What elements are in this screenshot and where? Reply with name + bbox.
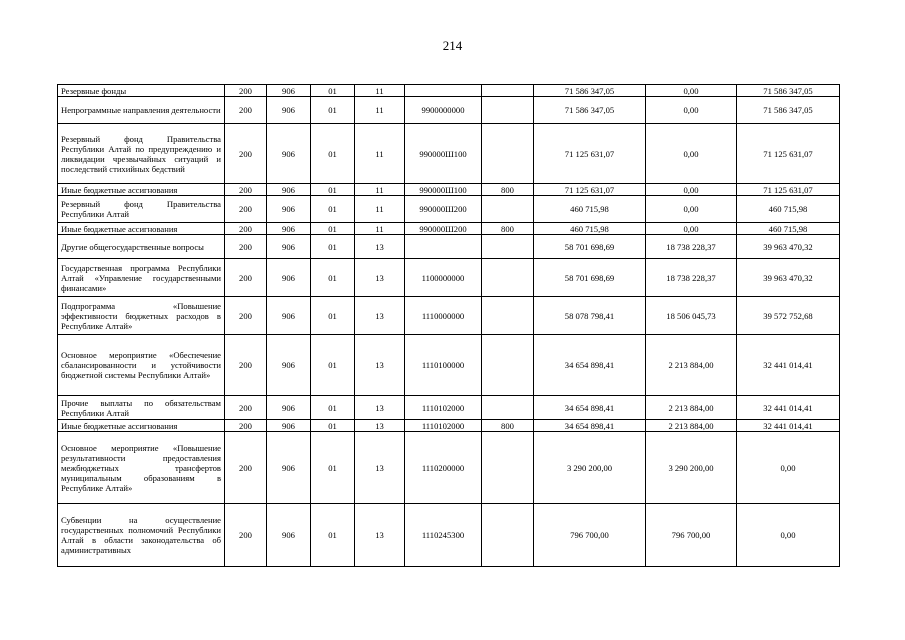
row-amount-2: 0,00 [646,223,737,235]
table-row [58,504,840,567]
row-subsection-code: 13 [355,259,405,297]
row-name: Государственная программа Республики Алтай «Управление государственными финансами» [58,259,225,297]
row-section-code: 01 [311,223,355,235]
row-grbs-code: 906 [267,396,311,420]
row-expense-type [482,235,534,259]
row-grbs-code: 906 [267,259,311,297]
row-grbs-code: 906 [267,432,311,504]
row-target-article: 1110102000 [405,396,482,420]
table-row [58,124,840,184]
row-amount-2: 2 213 884,00 [646,335,737,396]
row-amount-3: 39 963 470,32 [737,259,840,297]
row-ved-code: 200 [225,196,267,223]
row-grbs-code: 906 [267,223,311,235]
row-amount-1: 34 654 898,41 [534,420,646,432]
row-subsection-code: 11 [355,97,405,124]
row-section-code: 01 [311,504,355,567]
row-amount-1: 58 701 698,69 [534,259,646,297]
row-section-code: 01 [311,420,355,432]
budget-table [57,84,840,567]
row-name: Иные бюджетные ассигнования [58,223,225,235]
table-row [58,223,840,235]
row-grbs-code: 906 [267,235,311,259]
row-amount-3: 32 441 014,41 [737,420,840,432]
row-subsection-code: 13 [355,432,405,504]
row-amount-3: 0,00 [737,432,840,504]
row-amount-2: 0,00 [646,85,737,97]
row-amount-2: 0,00 [646,184,737,196]
row-grbs-code: 906 [267,85,311,97]
row-amount-3: 71 586 347,05 [737,85,840,97]
row-name: Иные бюджетные ассигнования [58,420,225,432]
row-grbs-code: 906 [267,97,311,124]
row-amount-2: 3 290 200,00 [646,432,737,504]
table-row [58,184,840,196]
row-amount-3: 32 441 014,41 [737,396,840,420]
row-name: Подпрограмма «Повышение эффективности бюджетных расходов в Республике Алтай» [58,297,225,335]
row-subsection-code: 11 [355,85,405,97]
row-name: Резервный фонд Правительства Республики Алтай [58,196,225,223]
row-subsection-code: 13 [355,297,405,335]
row-target-article: 1110000000 [405,297,482,335]
row-target-article: 990000Ш100 [405,184,482,196]
table-row [58,85,840,97]
row-name: Субвенции на осуществление государственных полномочий Республики Алтай в области законодательства об административных [58,504,225,567]
row-ved-code: 200 [225,504,267,567]
row-target-article: 1110100000 [405,335,482,396]
row-section-code: 01 [311,396,355,420]
row-grbs-code: 906 [267,504,311,567]
table-row [58,297,840,335]
row-amount-3: 71 125 631,07 [737,124,840,184]
row-amount-3: 39 963 470,32 [737,235,840,259]
row-name: Непрограммные направления деятельности [58,97,225,124]
row-target-article: 9900000000 [405,97,482,124]
row-ved-code: 200 [225,97,267,124]
row-amount-1: 71 586 347,05 [534,85,646,97]
row-expense-type [482,196,534,223]
row-expense-type [482,432,534,504]
row-subsection-code: 13 [355,235,405,259]
row-section-code: 01 [311,335,355,396]
row-ved-code: 200 [225,420,267,432]
row-expense-type [482,85,534,97]
row-expense-type [482,504,534,567]
row-target-article: 990000Ш200 [405,196,482,223]
table-row [58,259,840,297]
row-amount-2: 2 213 884,00 [646,420,737,432]
table-row [58,97,840,124]
row-amount-3: 71 125 631,07 [737,184,840,196]
table-row [58,335,840,396]
row-target-article: 1100000000 [405,259,482,297]
row-subsection-code: 13 [355,420,405,432]
row-target-article [405,235,482,259]
row-target-article: 1110200000 [405,432,482,504]
row-subsection-code: 11 [355,184,405,196]
row-grbs-code: 906 [267,196,311,223]
row-grbs-code: 906 [267,184,311,196]
row-name: Основное мероприятие «Обеспечение сбалансированности и устойчивости бюджетной системы Республики Алтай» [58,335,225,396]
row-amount-2: 0,00 [646,124,737,184]
row-amount-3: 39 572 752,68 [737,297,840,335]
row-section-code: 01 [311,297,355,335]
row-amount-2: 0,00 [646,97,737,124]
row-amount-1: 34 654 898,41 [534,396,646,420]
row-ved-code: 200 [225,335,267,396]
row-name: Резервные фонды [58,85,225,97]
row-expense-type [482,259,534,297]
row-target-article [405,85,482,97]
row-expense-type [482,335,534,396]
row-amount-1: 71 125 631,07 [534,184,646,196]
row-name: Другие общегосударственные вопросы [58,235,225,259]
row-grbs-code: 906 [267,335,311,396]
row-expense-type: 800 [482,420,534,432]
row-section-code: 01 [311,85,355,97]
row-ved-code: 200 [225,297,267,335]
row-subsection-code: 11 [355,124,405,184]
row-amount-1: 71 125 631,07 [534,124,646,184]
row-amount-3: 32 441 014,41 [737,335,840,396]
row-amount-1: 34 654 898,41 [534,335,646,396]
row-amount-1: 796 700,00 [534,504,646,567]
row-amount-3: 0,00 [737,504,840,567]
row-grbs-code: 906 [267,420,311,432]
row-expense-type [482,124,534,184]
row-target-article: 990000Ш100 [405,124,482,184]
row-ved-code: 200 [225,124,267,184]
row-expense-type: 800 [482,223,534,235]
row-expense-type [482,396,534,420]
row-amount-2: 796 700,00 [646,504,737,567]
row-expense-type [482,297,534,335]
row-expense-type: 800 [482,184,534,196]
page-number: 214 [442,38,463,53]
row-name: Прочие выплаты по обязательствам Республики Алтай [58,396,225,420]
row-ved-code: 200 [225,432,267,504]
row-amount-2: 0,00 [646,196,737,223]
row-subsection-code: 11 [355,196,405,223]
row-grbs-code: 906 [267,124,311,184]
row-ved-code: 200 [225,184,267,196]
row-amount-3: 460 715,98 [737,223,840,235]
row-target-article: 990000Ш200 [405,223,482,235]
row-subsection-code: 11 [355,223,405,235]
row-subsection-code: 13 [355,335,405,396]
row-amount-1: 58 701 698,69 [534,235,646,259]
row-ved-code: 200 [225,223,267,235]
row-amount-3: 460 715,98 [737,196,840,223]
row-subsection-code: 13 [355,396,405,420]
row-amount-2: 2 213 884,00 [646,396,737,420]
row-subsection-code: 13 [355,504,405,567]
row-section-code: 01 [311,97,355,124]
row-amount-2: 18 738 228,37 [646,235,737,259]
row-target-article: 1110102000 [405,420,482,432]
row-section-code: 01 [311,196,355,223]
row-section-code: 01 [311,432,355,504]
row-amount-1: 460 715,98 [534,223,646,235]
row-ved-code: 200 [225,85,267,97]
row-section-code: 01 [311,184,355,196]
row-grbs-code: 906 [267,297,311,335]
table-row [58,235,840,259]
row-amount-2: 18 738 228,37 [646,259,737,297]
row-target-article: 1110245300 [405,504,482,567]
table-row [58,196,840,223]
table-row [58,420,840,432]
row-expense-type [482,97,534,124]
table-row [58,432,840,504]
row-ved-code: 200 [225,259,267,297]
row-section-code: 01 [311,124,355,184]
row-amount-1: 460 715,98 [534,196,646,223]
row-ved-code: 200 [225,235,267,259]
row-amount-3: 71 586 347,05 [737,97,840,124]
row-name: Резервный фонд Правительства Республики Алтай по предупреждению и ликвидации чрезвычайных ситуаций и последствий стихийных бедствий [58,124,225,184]
row-name: Иные бюджетные ассигнования [58,184,225,196]
row-section-code: 01 [311,235,355,259]
row-amount-2: 18 506 045,73 [646,297,737,335]
row-amount-1: 3 290 200,00 [534,432,646,504]
row-ved-code: 200 [225,396,267,420]
row-amount-1: 71 586 347,05 [534,97,646,124]
row-name: Основное мероприятие «Повышение результативности предоставления межбюджетных трансфертов муниципальным образованиям в Республике Алтай» [58,432,225,504]
table-row [58,396,840,420]
row-section-code: 01 [311,259,355,297]
row-amount-1: 58 078 798,41 [534,297,646,335]
